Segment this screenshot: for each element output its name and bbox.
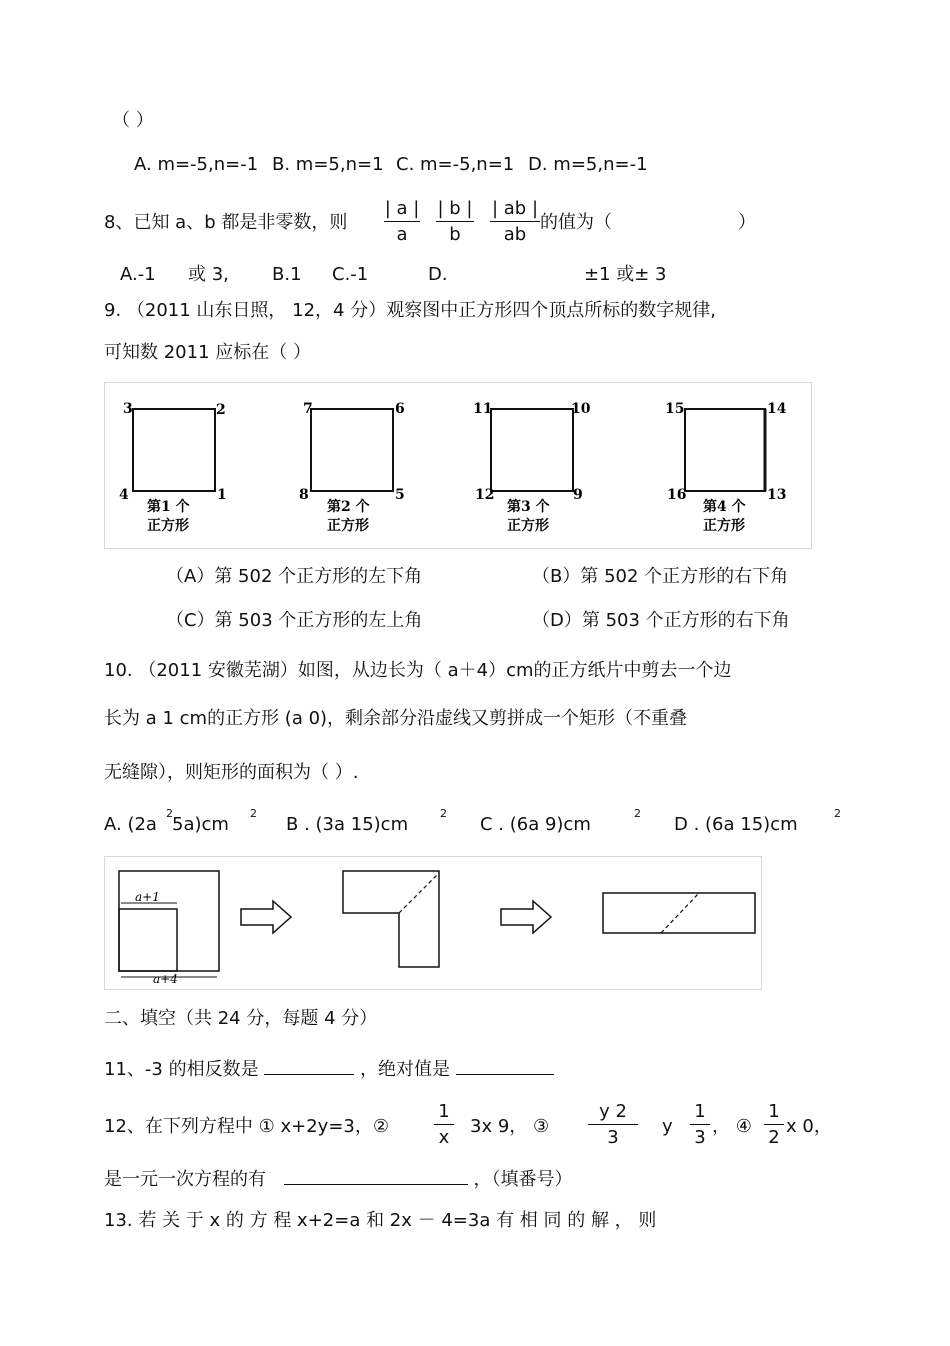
q10-option-c-sup: 2 (634, 807, 641, 820)
q9-option-a: （A）第 502 个正方形的左下角 (166, 566, 423, 587)
q12-f1-den: x (438, 1127, 450, 1148)
q10-option-d-sup: 2 (834, 807, 841, 820)
q8-fraction-ab (490, 199, 540, 245)
square-4-bl: 16 (667, 487, 687, 503)
q8-option-b: B.1 (272, 264, 302, 285)
q12-line2b: ，（填番号） (473, 1169, 573, 1190)
q11-blank-1[interactable] (264, 1056, 354, 1075)
square-4-br: 13 (767, 487, 787, 503)
q7-option-d: D. m=5,n=-1 (528, 154, 648, 175)
square-4-caption2: 正方形 (703, 518, 745, 534)
q8-option-d: D. (428, 264, 448, 285)
q12-mid1: 3x 9， ③ (470, 1116, 550, 1137)
q10-option-d: D . (6a 15)cm (674, 814, 798, 835)
outer-square (119, 871, 219, 986)
square-3-tl: 11 (473, 401, 493, 417)
q12-mid2: y (662, 1116, 673, 1137)
label-a-plus-1: a+1 (135, 890, 160, 904)
square-2-bl: 8 (299, 487, 309, 503)
square-3-bl: 12 (475, 487, 495, 503)
result-rectangle (603, 893, 755, 933)
square-2-caption2: 正方形 (327, 518, 369, 534)
q9-squares-figure (104, 382, 812, 549)
q7-paren: （ ） (112, 110, 154, 131)
q9-line2: 可知数 2011 应标在（ ） (104, 342, 311, 363)
square-3-br: 9 (573, 487, 583, 503)
q10-option-b: B . (3a 15)cm (286, 814, 409, 835)
q12-mid3: ， ④ (712, 1116, 752, 1137)
q12-prefix: 12、在下列方程中 ① x+2y=3，② (104, 1116, 389, 1137)
q8-prefix: 8、已知 a、b 都是非零数，则 (104, 212, 348, 233)
q10-option-a-sup1: 2 (166, 807, 173, 820)
square-2-tr: 6 (395, 401, 405, 417)
square-1-bl: 4 (119, 487, 129, 503)
q9-line1: 9. （2011 山东日照， 12，4 分）观察图中正方形四个顶点所标的数字规律, (104, 300, 716, 321)
square-2 (299, 401, 405, 534)
q12-mid4: x 0， (786, 1116, 832, 1137)
q10-option-c: C . (6a 9)cm (480, 814, 591, 835)
square-2-tl: 7 (303, 401, 313, 417)
square-1-br: 1 (217, 487, 227, 503)
square-3-tr: 10 (571, 401, 591, 417)
q7-option-a: A. m=-5,n=-1 (134, 154, 259, 175)
q8-option-c: C.-1 (332, 264, 369, 285)
q8-close: ） (738, 212, 756, 233)
q9-option-d: （D）第 503 个正方形的右下角 (532, 610, 790, 631)
q12-f3-den: 3 (694, 1127, 706, 1148)
q11-text1: 11、-3 的相反数是 (104, 1059, 259, 1080)
q12-f2-num: y 2 (599, 1101, 627, 1122)
q10-cut-figure (104, 856, 762, 990)
q10-line2: 长为 a 1 cm的正方形 (a 0)，剩余部分沿虚线又剪拼成一个矩形（不重叠 (104, 708, 688, 729)
q12-fraction-2 (588, 1102, 638, 1148)
square-1-caption2: 正方形 (147, 518, 189, 534)
q8-frac2-den: b (449, 224, 461, 245)
q13-text: 13. 若 关 于 x 的 方 程 x+2=a 和 2x － 4=3a 有 相 同 的 解 ， 则 (104, 1210, 657, 1231)
q8-frac3-num: | ab | (491, 198, 539, 219)
q8-frac1-den: a (396, 224, 408, 245)
square-3-caption2: 正方形 (507, 518, 549, 534)
square-4-tl: 15 (665, 401, 685, 417)
q9-option-b: （B）第 502 个正方形的右下角 (532, 566, 789, 587)
square-2-caption1: 第2 个 (327, 499, 370, 515)
q12-fraction-4 (764, 1102, 784, 1148)
square-1-tr: 2 (216, 402, 226, 418)
q8-suffix: 的值为（ (540, 212, 612, 233)
q8-frac3-den: ab (503, 224, 527, 245)
q12-blank[interactable] (284, 1166, 468, 1185)
arrow-2-icon (501, 901, 551, 933)
square-3 (473, 401, 591, 534)
q10-option-a: A. (2a (104, 814, 157, 835)
q10-line3: 无缝隙），则矩形的面积为（ ）. (104, 762, 359, 783)
q8-frac1-num: | a | (384, 198, 420, 219)
square-1 (119, 401, 227, 534)
q12-f4-num: 1 (768, 1101, 780, 1122)
q11-text (104, 1056, 554, 1081)
square-4-tr: 14 (767, 401, 787, 417)
l-shape (343, 871, 439, 967)
q12-f1-num: 1 (438, 1101, 450, 1122)
arrow-1-icon (241, 901, 291, 933)
q11-text2: ，绝对值是 (360, 1059, 451, 1080)
section-2-title: 二、填空（共 24 分，每题 4 分） (104, 1008, 378, 1029)
square-2-br: 5 (395, 487, 405, 503)
q12-f2-den: 3 (607, 1127, 619, 1148)
q11-blank-2[interactable] (456, 1056, 554, 1075)
q9-option-c: （C）第 503 个正方形的左上角 (166, 610, 423, 631)
label-a-plus-4: a+4 (153, 972, 178, 986)
square-4 (665, 401, 787, 534)
q7-option-c: C. m=-5,n=1 (396, 154, 515, 175)
q7-option-b: B. m=5,n=1 (272, 154, 384, 175)
square-4-caption1: 第4 个 (703, 499, 746, 515)
q12-f3-num: 1 (694, 1101, 706, 1122)
q8-fraction-a (384, 199, 420, 245)
square-1-tl: 3 (123, 401, 133, 417)
square-1-caption1: 第1 个 (147, 499, 190, 515)
q12-f4-den: 2 (768, 1127, 780, 1148)
q8-option-d-value: ±1 或± 3 (584, 264, 667, 285)
q10-option-a-mid: 5a)cm (172, 814, 229, 835)
square-3-caption1: 第3 个 (507, 499, 550, 515)
q10-option-b-sup: 2 (440, 807, 447, 820)
q12-fraction-1 (434, 1102, 454, 1148)
q10-option-a-sup2: 2 (250, 807, 257, 820)
q12-line2 (104, 1166, 572, 1191)
q8-option-a: A.-1 (120, 264, 156, 285)
q8-frac2-num: | b | (437, 198, 473, 219)
q12-line2a: 是一元一次方程的有 (104, 1169, 266, 1190)
q10-line1: 10. （2011 安徽芜湖）如图，从边长为（ a＋4）cm的正方纸片中剪去一个边 (104, 660, 732, 681)
q8-option-a-cont: 或 3, (188, 264, 229, 285)
q8-fraction-b (436, 199, 474, 245)
q12-fraction-3 (690, 1102, 710, 1148)
